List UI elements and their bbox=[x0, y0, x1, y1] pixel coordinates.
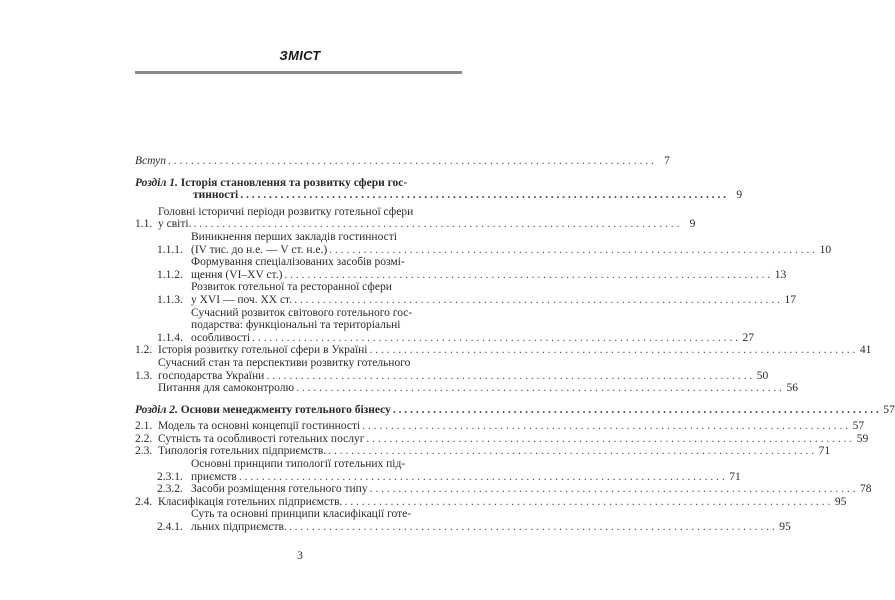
section-title-line: господарства України bbox=[158, 369, 265, 382]
section-title-line: Сучасний стан та перспективи розвитку готельного bbox=[158, 356, 411, 369]
toc-section-1-1[interactable] bbox=[135, 205, 696, 231]
section-title-line: Типологія готельних підприємств. bbox=[158, 445, 327, 458]
section-title-line: Сутність та особливості готельних послуг bbox=[158, 432, 365, 445]
toc-page-number: 57 bbox=[852, 420, 865, 433]
section-number: 1.1.3. bbox=[157, 293, 183, 306]
section-title-line: Формування спеціалізованих засобів розмі- bbox=[191, 256, 405, 269]
section-number: 2.3. bbox=[135, 445, 153, 458]
section-number: 2.1. bbox=[135, 420, 153, 433]
toc-entry-label: Питання для самоконтролю bbox=[158, 382, 295, 395]
toc-page-number: 95 bbox=[779, 521, 791, 534]
section-number: 2.3.2. bbox=[157, 483, 183, 496]
leader-dots bbox=[289, 521, 775, 534]
toc-page-number: 13 bbox=[774, 268, 787, 281]
toc-entry-questions[interactable] bbox=[135, 382, 798, 395]
toc-chapter-1[interactable] bbox=[135, 176, 743, 202]
chapter-label: Розділ 2. bbox=[135, 403, 178, 416]
toc-section-2-3[interactable] bbox=[135, 445, 831, 458]
toc-page-number: 10 bbox=[819, 243, 832, 256]
section-title-line: Історія розвитку готельної сфери в Україні bbox=[158, 344, 368, 357]
toc-subsection-1-1-2[interactable] bbox=[135, 256, 787, 281]
leader-dots bbox=[328, 445, 814, 458]
toc-page-number: 57 bbox=[883, 403, 895, 416]
section-number: 2.4.1. bbox=[157, 521, 183, 534]
leader-dots bbox=[193, 218, 679, 231]
section-title-line: особливості bbox=[191, 331, 251, 344]
section-title-line: Розвиток готельної та ресторанної сфери bbox=[191, 281, 392, 294]
toc-page-number: 56 bbox=[786, 382, 798, 395]
toc-subsection-1-1-4[interactable] bbox=[135, 306, 754, 345]
section-title-line: у світі. bbox=[158, 218, 192, 231]
table-of-contents bbox=[135, 155, 895, 534]
leader-dots bbox=[284, 269, 770, 282]
section-title-line: у XVI — поч. XX ст. bbox=[191, 293, 293, 306]
section-title-line: Сучасний розвиток світового готельного гос- bbox=[191, 306, 413, 319]
leader-dots bbox=[329, 244, 815, 257]
toc-subsection-1-1-3[interactable] bbox=[135, 281, 796, 306]
leader-dots bbox=[344, 496, 830, 509]
section-number: 1.1.2. bbox=[157, 268, 183, 281]
section-number: 1.3. bbox=[135, 369, 153, 382]
leader-dots bbox=[296, 382, 782, 395]
section-title-line: Модель та основні концепції гостинності bbox=[158, 420, 361, 433]
toc-page-number: 17 bbox=[784, 293, 796, 306]
leader-dots bbox=[370, 483, 856, 496]
section-number: 2.3.1. bbox=[157, 470, 183, 483]
section-number: 1.1. bbox=[135, 218, 153, 231]
toc-page-number: 9 bbox=[689, 218, 696, 231]
toc-section-2-4[interactable] bbox=[135, 495, 847, 509]
leader-dots bbox=[252, 332, 738, 345]
toc-section-1-2[interactable] bbox=[135, 344, 872, 357]
leader-dots bbox=[294, 294, 780, 307]
section-title-line: подарства: функціональні та територіальні bbox=[191, 319, 401, 332]
section-title-line: Основні принципи типології готельних під- bbox=[191, 458, 406, 471]
page-title: ЗМІСТ bbox=[279, 48, 321, 63]
section-number: 1.1.1. bbox=[157, 243, 183, 256]
leader-dots bbox=[366, 433, 852, 446]
section-number: 1.2. bbox=[135, 344, 153, 357]
section-title-line: щення (VI–XV ст.) bbox=[191, 268, 283, 281]
toc-subsection-1-1-1[interactable] bbox=[135, 230, 832, 256]
leader-dots bbox=[168, 155, 654, 168]
section-title-line: (IV тис. до н.е. — V ст. н.е.) bbox=[191, 243, 328, 256]
section-number: 2.2. bbox=[135, 432, 153, 445]
toc-subsection-2-3-1[interactable] bbox=[135, 458, 741, 483]
section-number: 2.4. bbox=[135, 495, 153, 508]
section-title-line: Засоби розміщення готельного типу bbox=[191, 483, 368, 496]
leader-dots bbox=[239, 471, 725, 484]
toc-page-number: 7 bbox=[664, 155, 670, 167]
section-title-line: льних підприємств. bbox=[191, 521, 287, 534]
page-number: 3 bbox=[297, 550, 303, 562]
toc-page-number: 59 bbox=[856, 432, 869, 445]
toc-page-number: 71 bbox=[729, 470, 741, 483]
toc-entry-label: Вступ bbox=[135, 155, 167, 167]
toc-chapter-2[interactable] bbox=[135, 403, 895, 417]
toc-subsection-2-4-1[interactable] bbox=[135, 508, 791, 534]
chapter-title-line: Основи менеджменту готельного бізнесу bbox=[180, 403, 391, 416]
section-title-line: Суть та основні принципи класифікації готе- bbox=[191, 508, 412, 521]
section-title-line: приємств bbox=[191, 470, 237, 483]
toc-section-2-1[interactable] bbox=[135, 420, 865, 433]
toc-section-1-3[interactable] bbox=[135, 356, 769, 382]
toc-subsection-2-3-2[interactable] bbox=[135, 483, 872, 496]
toc-page-number: 71 bbox=[818, 445, 831, 458]
toc-page-number: 95 bbox=[834, 495, 847, 508]
section-title-line: Головні історичні періоди розвитку готельної сфери bbox=[158, 205, 414, 218]
leader-dots bbox=[240, 189, 726, 202]
chapter-title-line: Історія становлення та розвитку сфери гос- bbox=[180, 176, 408, 189]
toc-page-number: 78 bbox=[859, 483, 872, 496]
chapter-title-line: тинності bbox=[193, 189, 239, 202]
toc-page-number: 41 bbox=[859, 344, 872, 357]
leader-dots bbox=[362, 420, 848, 433]
section-title-line: Класифікація готельних підприємств. bbox=[158, 495, 343, 508]
chapter-label: Розділ 1. bbox=[135, 176, 178, 189]
section-number: 1.1.4. bbox=[157, 331, 183, 344]
section-title-line: Виникнення перших закладів гостинності bbox=[191, 230, 397, 243]
toc-page-number: 27 bbox=[742, 331, 754, 344]
toc-page-number: 50 bbox=[756, 369, 769, 382]
leader-dots bbox=[266, 370, 752, 383]
leader-dots bbox=[370, 344, 856, 357]
toc-entry-intro[interactable] bbox=[135, 155, 670, 168]
header-rule bbox=[135, 71, 462, 74]
leader-dots bbox=[393, 404, 879, 417]
toc-page-number: 9 bbox=[736, 189, 743, 202]
toc-section-2-2[interactable] bbox=[135, 432, 869, 446]
